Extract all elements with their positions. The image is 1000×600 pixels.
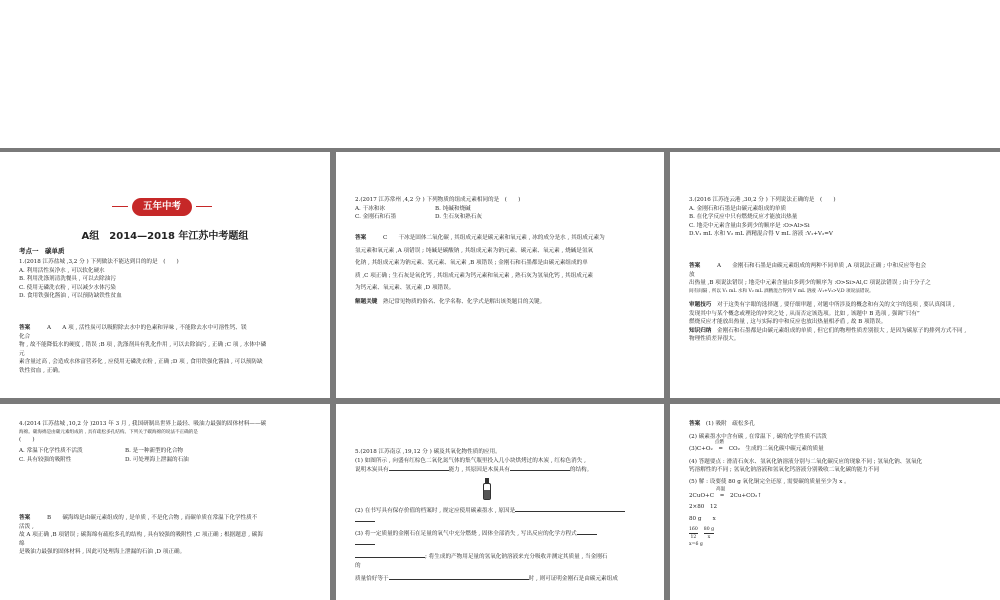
answer-letter: A xyxy=(717,263,722,269)
answer-blank[interactable] xyxy=(389,574,529,580)
answer-text: 素含量过高 , 会造成水体富营养化 , 应使用无磷洗衣粉 , 正确 ;D 项 , 食用铁强化酱油 , 可以预防缺 xyxy=(19,359,263,366)
answer-tag: 答案 xyxy=(689,263,701,269)
answer-text: 铁性贫血 , 正确。 xyxy=(19,367,64,374)
question-4: 4.(2014 江苏盐城 ,10,2 分 )2013 年 3 月 , 我国研制出世界上最轻、吸油力最强的固体材料——碳 xyxy=(19,421,267,427)
answer-line: (1) 吸附 疏松多孔 xyxy=(705,421,755,427)
page-1 xyxy=(0,152,330,398)
question-2: 2.(2017 江苏常州 ,4,2 分 ) 下列物质的组成元素相同的是 ( ) xyxy=(355,197,521,203)
reaction-condition: 点燃 xyxy=(714,440,724,446)
answer-tag: 答案 xyxy=(355,235,367,241)
question-5-part-1: (1) 如图所示 , 向盛有红棕色二氧化氮气体的集气瓶里投入几小块烘烤过的木炭 , 红棕色消失 , xyxy=(355,457,586,464)
answer-blank[interactable] xyxy=(577,529,597,535)
question-4-note: 海绵。碳海绵是由碳元素组成的 , 具有疏松多孔结构。下列关于碳海绵的说法不正确的是 xyxy=(19,429,198,435)
answer-blank[interactable] xyxy=(510,465,570,471)
ratio-fraction xyxy=(689,526,922,541)
page-3 xyxy=(670,152,1000,398)
gas-jar-illustration xyxy=(480,478,494,500)
answer-blank[interactable] xyxy=(355,539,375,545)
knowledge-point-title: 考点一 碳单质 xyxy=(19,247,65,255)
top-blank-area xyxy=(0,0,1000,148)
part-1-text: 的结构。 xyxy=(569,467,593,474)
option-a: A. 常温下化学性质不活泼 xyxy=(19,448,83,455)
answer-text: 为钙元素、氧元素、氢元素 ,D 项错误。 xyxy=(355,285,455,292)
denominator: 12 xyxy=(690,535,697,541)
option-d: D. 可处理海上泄漏的石油 xyxy=(125,456,189,463)
page-6: 答案 (1) 吸附 疏松多孔 (2) 碳素墨水中含有碳 , 在常温下 , 碳的化学性质不活泼 (3)C+O₂ 点燃 ═ CO₂ 生成的二氧化碳中碳元素的质量 (4) 答题要点 : 滑清石灰水、氢氧化钠溶液分别与二氧化碳反应的现象不同 ; 氢氧化钠、氢氧化 钙溶解性的不同 ; 氢氧化钠溶液和氢氧化钙溶液分别吸收二氧化碳的能力不同 (5) 解 : 设要使 80 g 氧化铜完全还原 , 需要碳的质量至少为 x 。 2CuO+C 高温 ═ 2Cu+CO₂↑ 2×80 12 80 g x $\frac{160}{12}$ $\frac{80 g}{x}$ x=6 g xyxy=(670,404,1000,600)
answer-text: 绵 xyxy=(19,540,25,547)
key-tag: 解题关键 xyxy=(355,299,378,305)
option-c: C. 具有较强的吸附性 xyxy=(19,456,72,463)
answer-letter: C xyxy=(383,235,388,241)
part-3-text: (3) 将一定质量的金刚石在足量的氧气中充分燃烧 , 固体全部消失 , 写出反应的化学方程式 xyxy=(355,531,577,538)
answer-text: 故 A 项正确 ,B 项错误 ; 碳海绵有疏松多孔的结构 , 具有较强的吸附性 ,C 项正确 ; 根据题意 , 碳海 xyxy=(19,532,263,539)
part-3-text: 的 xyxy=(355,562,361,569)
answer-text: A 项 , 活性炭可以吸附除去水中的色素和异味 , 不能除去水中可溶性钙、镁 xyxy=(62,325,247,331)
page-2 xyxy=(336,152,664,398)
question-5: 5.(2018 江苏南京 ,19,12 分 ) 碳及其氧化物性质的应用。 xyxy=(355,449,501,455)
skill-text: 燃烧反应才能放出热量 , 这与实际的中和反应也放出热量相矛盾 , 故 B 项错误。 xyxy=(689,319,887,326)
skill-text: 对于这类有字眼的选择题 , 要仔细审题 , 对题中所涉及的概念和有关的文字的选项 , 要认真阅读 , xyxy=(717,302,955,308)
answer-letter: B xyxy=(47,515,52,521)
knowledge-text: 物理性质差异很大。 xyxy=(689,336,740,343)
key-text: 熟记常见物质的俗名、化学名称、化学式是解出该类题目的关键。 xyxy=(383,299,546,305)
answer-tag: 答案 xyxy=(19,325,31,331)
answer-text: 化合 xyxy=(19,333,31,340)
option-a: A. 金刚石和石墨是由碳元素组成的单质 xyxy=(689,205,787,212)
option-c: C. 使用无磷洗衣粉 , 可以减少水体污染 xyxy=(19,284,116,291)
answer-text: 氢元素和氧元素 ,A 项错误 ; 纯碱是碳酸钠 , 其组成元素为钠元素、碳元素、氧元素 , 烧碱是氢氧 xyxy=(355,247,594,254)
part-3-text: 质量恰好等于 xyxy=(355,575,389,582)
section-badge: 五年中考 xyxy=(132,198,192,216)
knowledge-text: 金刚石和石墨都是由碳元素组成的单质 , 但它们的物理性质差别很大 , 是因为碳原子的排列方式不同 , xyxy=(717,327,967,334)
answer-text: 是吸油力最强的固体材料 , 因此可处理海上泄漏的石油 ,D 项正确。 xyxy=(19,549,186,556)
option-c: C. 金刚石和石墨 xyxy=(355,214,397,221)
answer-blank[interactable] xyxy=(355,552,425,558)
answer-text: 物 , 故不能降低水的硬度 , 错误 ;B 项 , 洗涤剂具有乳化作用 , 可以去除油污 , 正确 ;C 项 , 水体中磷 xyxy=(19,342,267,349)
answer-text: 活泼 , xyxy=(19,523,34,530)
page-5 xyxy=(336,404,664,600)
part-3-text: ; 将生成的产物用足量的氢氧化钠溶液来充分吸收并测定其质量 , 当金刚石 xyxy=(425,554,608,561)
answer-paren: ( ) xyxy=(19,436,35,443)
question-3: 3.(2016 江苏连云港 ,30,2 分 ) 下列说法正确的是 ( ) xyxy=(689,197,836,203)
equation-part: (3)C+O₂ xyxy=(689,446,713,453)
option-a: A. 利用活性炭净水 , 可以软化硬水 xyxy=(19,267,105,274)
reaction-condition: 高温 xyxy=(716,486,726,492)
answer-text: 放 xyxy=(689,271,695,278)
answer-text: 出热量 ,B 项说法错误 ; 地壳中元素含量由多到少的顺序为 :O>Si>Al,C 项说法错误 ; 由于分子之 xyxy=(689,280,931,287)
option-a: A. 干冰和冰 xyxy=(355,205,385,212)
denominator: x xyxy=(707,535,711,541)
answer-line: (2) 碳素墨水中含有碳 , 在常温下 , 碳的化学性质不活泼 xyxy=(689,433,827,440)
calc-line: 80 g x xyxy=(689,515,716,522)
answer-text: 碳海绵是由碳元素组成的 , 是单质 , 不是化合物 , 而碳单质在常温下化学性质不 xyxy=(62,515,258,521)
answer-text: 干冰是固体二氧化碳 , 其组成元素是碳元素和氧元素 , 冰的成分是水 , 其组成元素为 xyxy=(398,235,605,241)
option-b: B. 在化学反应中只有燃烧反应才能放出热量 xyxy=(689,214,798,221)
option-b: B. 纯碱和烧碱 xyxy=(435,205,471,212)
option-d: D. 食用铁强化酱油 , 可以预防缺铁性贫血 xyxy=(19,293,122,300)
answer-text: 间有间隔 , 所以 V₁ mL 水和 V₂ mL 酒精混合得到 V mL 溶液 :V₁+V₂>V,D 项说法错误。 xyxy=(689,288,874,294)
option-c: C. 地壳中元素含量由多到少的顺序是 :O>Al>Si xyxy=(689,222,810,229)
answer-blank[interactable] xyxy=(515,506,625,512)
answer-blank[interactable] xyxy=(355,516,375,522)
option-d: D.V₁ mL 水和 V₂ mL 酒精混合得 V mL 溶液 :V₁+V₂=V xyxy=(689,231,833,238)
answer-letter: A xyxy=(47,325,52,331)
answer-text: 质 ,C 项正确 ; 生石灰是氧化钙 , 其组成元素为钙元素和氧元素 , 熟石灰为氢氧化钙 , 其组成元素 xyxy=(355,272,594,279)
skill-tag: 审题技巧 xyxy=(689,302,712,308)
answer-text: 元 xyxy=(19,350,25,357)
equation-part: CO₂ 生成的二氧化碳中碳元素的质量 xyxy=(728,446,824,453)
part-1-text: 说明木炭具有 xyxy=(355,467,389,474)
answer-blank[interactable] xyxy=(389,465,449,471)
numerator: 160 xyxy=(689,527,698,533)
option-d: D. 生石灰和熟石灰 xyxy=(435,214,482,221)
answer-text: 化钠 , 其组成元素为钠元素、氢元素、氧元素 ,B 项错误 ; 金刚石和石墨都是由碳元素组成的单 xyxy=(355,260,588,267)
answer-line: 钙溶解性的不同 ; 氢氧化钠溶液和氢氧化钙溶液分别吸收二氧化碳的能力不同 xyxy=(689,467,880,474)
answer-line: (4) 答题要点 : 滑清石灰水、氢氧化钠溶液分别与二氧化碳反应的现象不同 ; 氢氧化钠、氢氧化 xyxy=(689,458,923,465)
answer-text: 金刚石和石墨是由碳元素组成的两种不同单质 ,A 项说法正确 ; 中和反应等也会 xyxy=(732,263,927,269)
page-4 xyxy=(0,404,330,600)
part-1-text: 能力 , 其原因是木炭具有 xyxy=(448,467,510,474)
knowledge-tag: 知识归纳 xyxy=(689,327,712,334)
part-2-text: (2) 在书写具有保存价值的档案时 , 规定应使用碳素墨水 , 原因是 xyxy=(355,508,516,514)
group-title: A组 2014—2018 年江苏中考题组 xyxy=(81,231,249,242)
answer-tag: 答案 xyxy=(689,421,701,427)
option-b: B. 利用洗涤剂清洗餐具 , 可以去除油污 xyxy=(19,276,116,283)
question-1: 1.(2018 江苏盐城 ,3,2 分 ) 下列做法不能达到目的的是 ( ) xyxy=(19,259,179,265)
part-3-text: 时 , 则可证明金刚石是由碳元素组成 xyxy=(528,575,618,582)
equation-part: 2CuO+C xyxy=(689,492,714,499)
calc-line: 2×80 12 xyxy=(689,504,718,511)
skill-text: 发现其中与某个概念或理论的冲突之处 , 从而否定该选项。比如 , 该题中 B 选项 , 强调“只有” xyxy=(689,310,920,317)
option-b: B. 是一种新型的化合物 xyxy=(125,448,184,455)
numerator: 80 g xyxy=(703,527,715,533)
answer-line: (5) 解 : 设要使 80 g 氧化铜完全还原 , 需要碳的质量至少为 x 。 xyxy=(689,478,850,485)
equation-part: 2Cu+CO₂↑ xyxy=(730,492,762,499)
calc-result: x=6 g xyxy=(689,542,703,548)
answer-tag: 答案 xyxy=(19,515,31,521)
